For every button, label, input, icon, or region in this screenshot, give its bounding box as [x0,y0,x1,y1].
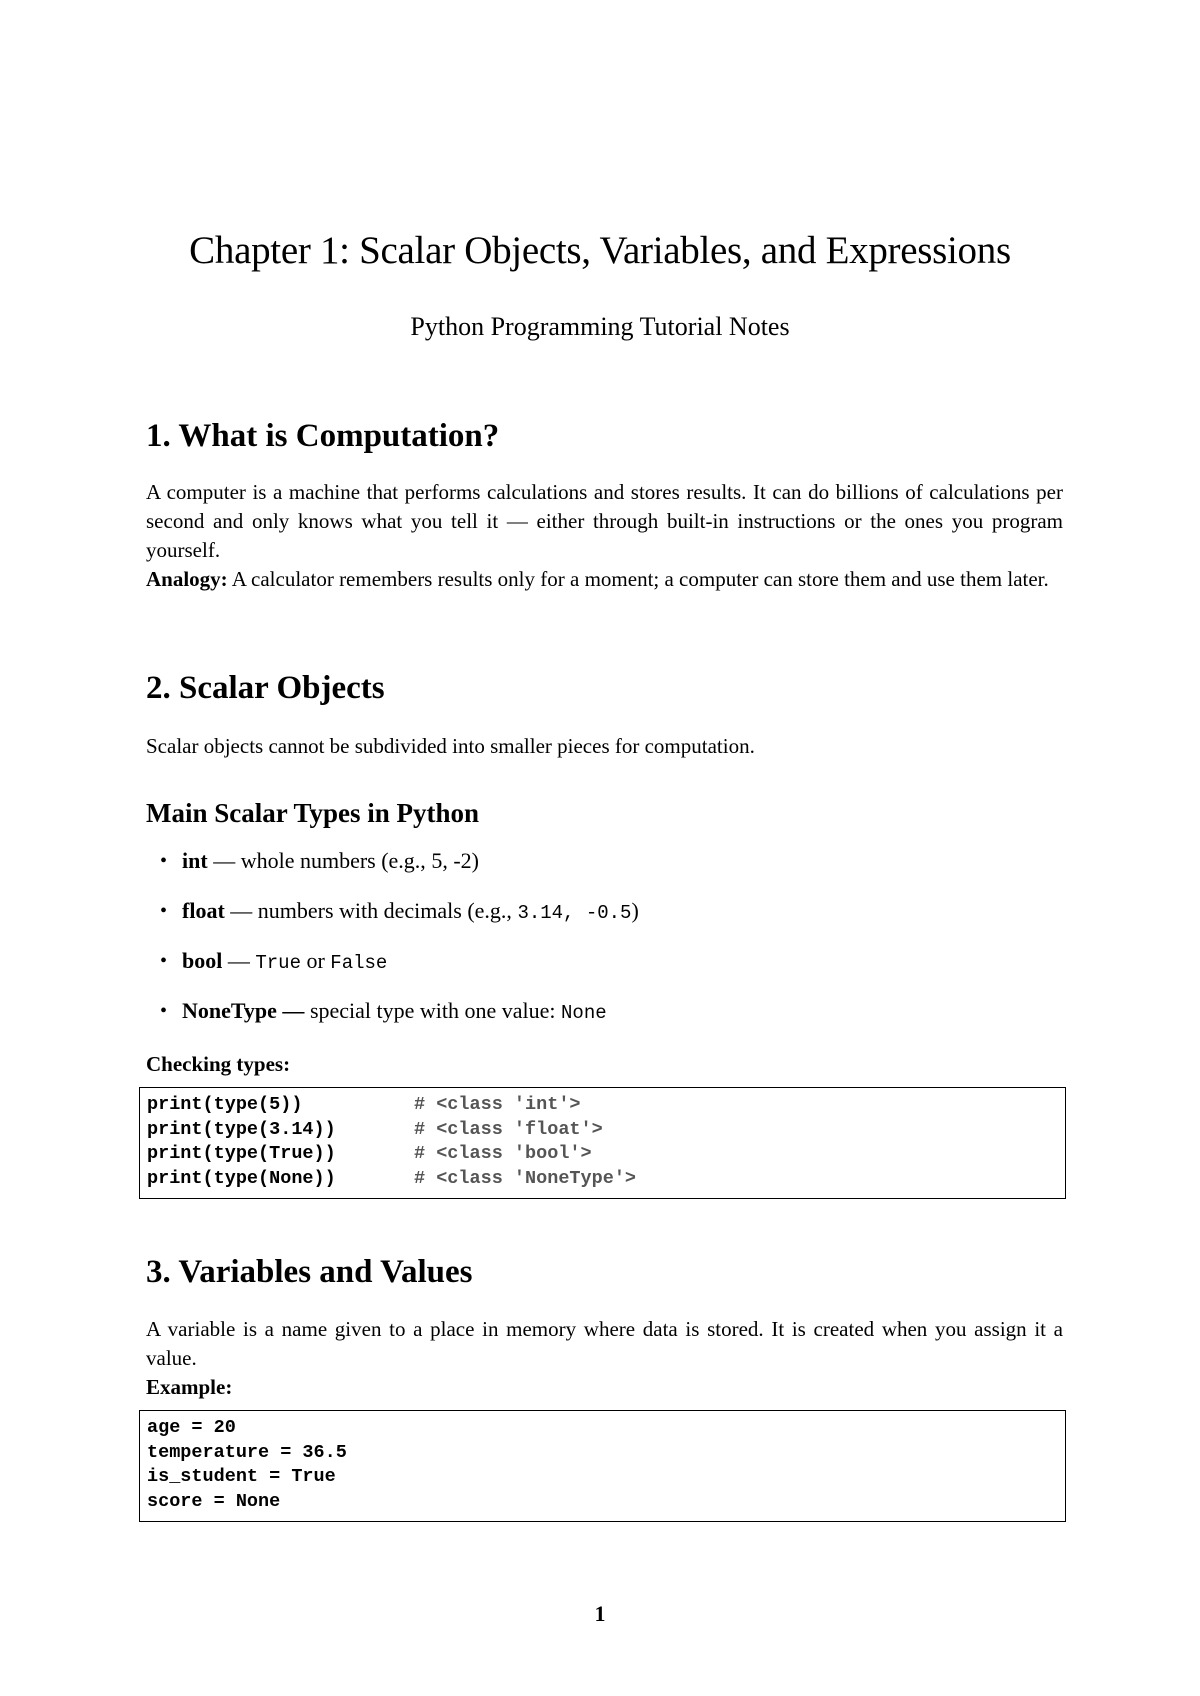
code-line [147,1093,1058,1118]
type-example: None [561,1002,607,1024]
scalar-types-list [160,846,639,1046]
code-comment: # <class 'bool'> [414,1143,592,1164]
section-1-body [146,478,1063,594]
code-block-types [139,1087,1066,1199]
type-example: True [255,952,301,974]
code-text: print(type(True)) [147,1143,336,1164]
section-3 [146,1254,1063,1291]
code-comment: # <class 'int'> [414,1094,581,1115]
list-item [160,846,639,896]
section-2-heading: 2. Scalar Objects [146,670,385,706]
section-2 [146,670,1063,707]
list-item [160,946,639,996]
type-desc-mid: or [300,948,331,973]
section-1 [146,418,1063,455]
section-2-paragraph: Scalar objects cannot be subdivided into smaller pieces for computation. [146,734,755,758]
type-desc-end: ) [471,848,479,873]
section-2-body [146,732,1063,761]
code-comment: # <class 'NoneType'> [414,1167,637,1189]
section-3-body [146,1315,1063,1402]
code-line: is_student = True [147,1466,336,1487]
analogy-paragraph [146,565,1063,594]
type-desc-end: ) [631,898,639,923]
code-block-variables [139,1410,1066,1522]
type-desc: — numbers with decimals (e.g., [224,898,518,923]
code-text: print(type(5)) [147,1094,303,1115]
example-label-para [146,1373,1063,1402]
section-3-paragraph: A variable is a name given to a place in memory where data is stored. It is created when you assign it a value. [146,1317,1063,1370]
list-item [160,896,639,946]
analogy-label: Analogy: [146,567,228,591]
code-comment: # <class 'float'> [414,1118,603,1140]
analogy-text: A calculator remembers results only for a moment; a computer can store them and use them later. [227,567,1049,591]
section-3-heading: 3. Variables and Values [146,1254,473,1290]
section-1-paragraph: A computer is a machine that performs calculations and stores results. It can do billions of calculations per second and only knows what you tell it — either through built-in instructions or the ones you program yourself. [146,480,1063,562]
code-line: score = None [147,1490,281,1512]
bullet-icon: • [160,1000,168,1022]
type-desc: special type with one value: [304,998,562,1023]
subtitle: Python Programming Tutorial Notes [410,312,790,341]
chapter-title: Chapter 1: Scalar Objects, Variables, and Expressions [189,229,1011,272]
checking-types-label-wrap [146,1050,1063,1079]
code-line: temperature = 36.5 [147,1441,347,1463]
example-label: Example: [146,1375,233,1399]
checking-types-label-text: Checking types: [146,1052,291,1076]
checking-types-label [146,1050,1063,1079]
code-text: print(type(None)) [147,1167,336,1189]
bullet-icon: • [160,900,168,922]
section-1-heading: 1. What is Computation? [146,418,500,454]
scalar-types-subheading: Main Scalar Types in Python [146,798,480,828]
type-name: NoneType — [182,998,305,1023]
type-name: int [182,848,208,873]
type-example: 3.14, -0.5 [517,902,632,924]
type-desc: — whole numbers (e.g., [207,848,432,873]
type-desc: — [222,948,256,973]
code-line [147,1118,1058,1143]
type-name: float [182,898,225,923]
bullet-icon: • [160,850,168,872]
bullet-icon: • [160,950,168,972]
code-line: age = 20 [147,1417,236,1438]
type-example-2: False [330,952,388,974]
code-text: print(type(3.14)) [147,1118,336,1140]
code-line [147,1142,1058,1167]
code-line [147,1167,1058,1192]
scalar-types-subheading-wrap [146,798,1063,829]
type-example: 5, -2 [431,848,472,873]
list-item [160,996,639,1046]
page-number: 1 [594,1601,606,1626]
type-name: bool [182,948,223,973]
